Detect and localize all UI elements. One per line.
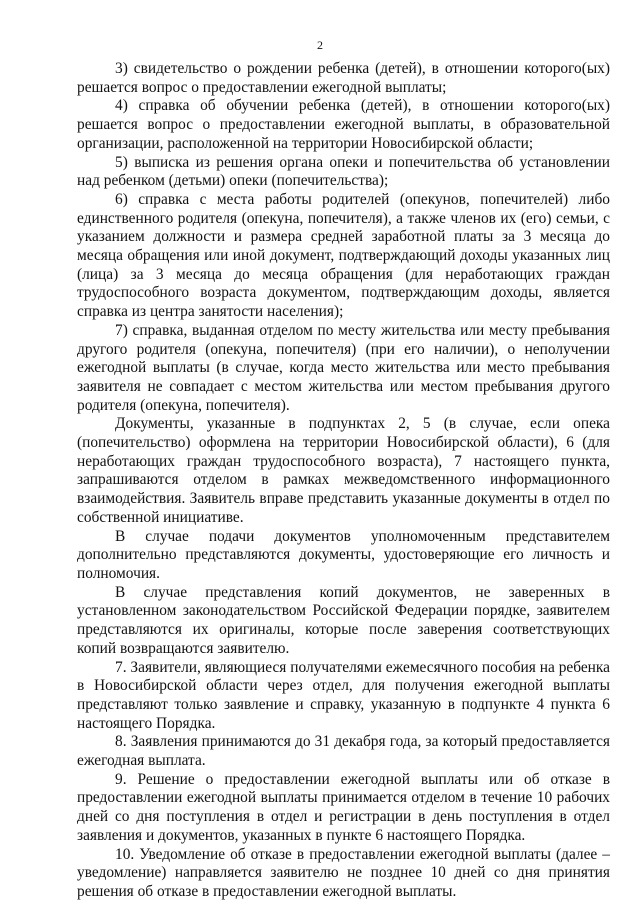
paragraph-item-4-education-certificate: 4) справка об обучении ребенка (детей), в отношении которого(ых) решается вопрос о предоставлении ежегодной выплаты, в образовательной организации, расположенной на территории Новосибирской области; [77, 97, 610, 152]
paragraph-item-7-non-receipt-certificate: 7) справка, выданная отделом по месту жительства или месту пребывания другого родителя (опекуна, попечителя) (при его наличии), о неполучении ежегодной выплаты (в случае, когда место жительства или место пребывания заявителя не совпадает с местом жительства или местом пребывания другого родителя (опекуна, попечителя). [77, 321, 610, 414]
paragraph-representative-documents: В случае подачи документов уполномоченным представителем дополнительно представляются документы, удостоверяющие его личность и полномочия. [77, 527, 610, 582]
page-number: 2 [317, 38, 323, 52]
paragraph-item-5-guardianship-extract: 5) выписка из решения органа опеки и попечительства об установлении над ребенком (детьми) опеки (попечительства); [77, 153, 610, 190]
paragraph-clause-7: 7. Заявители, являющиеся получателями ежемесячного пособия на ребенка в Новосибирской области через отдел, для получения ежегодной выплаты представляют только заявление и справку, указанную в подпункте 4 пункта 6 настоящего Порядка. [77, 658, 610, 732]
paragraph-clause-9: 9. Решение о предоставлении ежегодной выплаты или об отказе в предоставлении ежегодной выплаты принимается отделом в течение 10 рабочих дней со дня поступления в отдел и регистрации в день поступления в отдел заявления и документов, указанных в пункте 6 настоящего Порядка. [77, 770, 610, 844]
paragraph-clause-8: 8. Заявления принимаются до 31 декабря года, за который предоставляется ежегодная выплата. [77, 733, 610, 770]
paragraph-uncertified-copies: В случае представления копий документов, не заверенных в установленном законодательством Российской Федерации порядке, заявителем представляются их оригиналы, которые после заверения соответствующих копий возвращаются заявителю. [77, 583, 610, 657]
document-body [77, 60, 610, 902]
paragraph-clause-10: 10. Уведомление об отказе в предоставлении ежегодной выплаты (далее – уведомление) направляется заявителю не позднее 10 дней со дня принятия решения об отказе в предоставлении ежегодной выплаты. [77, 845, 610, 900]
paragraph-interagency-request: Документы, указанные в подпунктах 2, 5 (в случае, если опека (попечительство) оформлена на территории Новосибирской области), 6 (для неработающих граждан трудоспособного возраста), 7 настоящего пункта, запрашиваются отделом в рамках межведомственного информационного взаимодействия. Заявитель вправе представить указанные документы в отдел по собственной инициативе. [77, 415, 610, 526]
paragraph-item-3-birth-certificate: 3) свидетельство о рождении ребенка (детей), в отношении которого(ых) решается вопрос о предоставлении ежегодной выплаты; [77, 60, 610, 96]
paragraph-item-6-income-certificate: 6) справка с места работы родителей (опекунов, попечителей) либо единственного родителя (опекуна, попечителя), а также членов их (его) семьи, с указанием должности и размера средней заработной платы за 3 месяца до месяца обращения или иной документ, подтверждающий доходы указанных лиц (лица) за 3 месяца до месяца обращения (для неработающих граждан трудоспособного возраста документом, подтверждающим доходы, является справка из центра занятости населения); [77, 190, 610, 321]
